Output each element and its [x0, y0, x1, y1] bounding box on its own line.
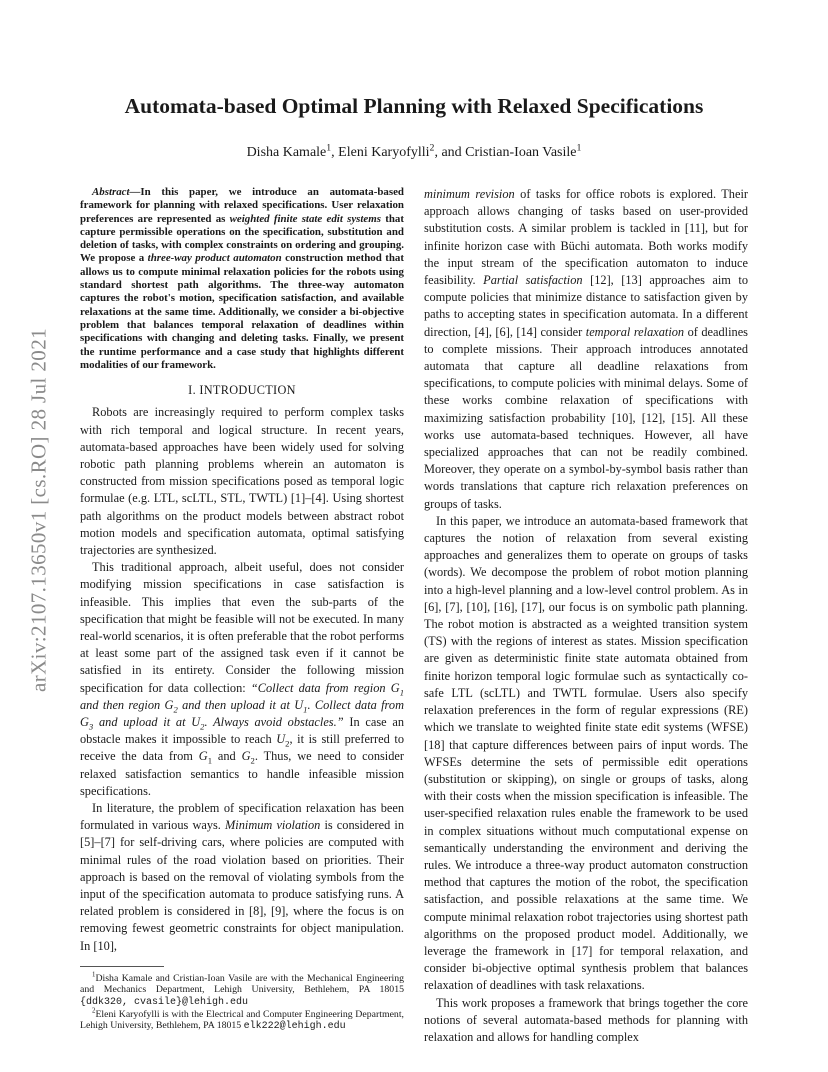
affiliation-mark: 1 — [576, 142, 582, 154]
math-symbol: G — [390, 680, 400, 695]
paper-title: Automata-based Optimal Planning with Relaxed Specifications — [124, 94, 704, 118]
abstract-label: Abstract— — [92, 186, 141, 198]
paragraph-text: , it is still preferred to receive the data from — [80, 732, 405, 764]
footnote-text: Disha Kamale and Cristian-Ioan Vasile are with the Mechanical Engineering and Mechanics Department, Lehigh University, Bethlehem, PA 18015 — [80, 972, 404, 996]
abstract-text: construction method that allows us to compute minimal relaxation policies for the robots using standard shortest path algorithms. The three-way automaton captures the robot's motion, specification satisfaction, and available relaxations at the same time. Additionally, we consider a bi-objective problem that balances temporal relaxation of deadlines within specifications with changing and deleting tasks. Finally, we present the runtime performance and a case study that highlights different modalities of our framework. — [80, 252, 404, 371]
arxiv-sidebar — [14, 300, 64, 720]
paragraph-text: of deadlines to complete missions. Their approach introduces annotated automata that capture all deadline relaxations from specifications, to compute policies with minimal delays. Some of these works combine relaxation of specifications with maximizing satisfaction probability [10], [12], [15]. All these works use automata-based techniques. However, all have specialized approaches that can not be readily combined. Moreover, they operate on a symbol-by-symbol basis rather than words translations that capture rich relaxation preferences on groups of tasks. — [424, 324, 748, 511]
paragraph-text: is considered in [5]–[7] for self-driving cars, where policies are computed with minimal rules of the road violation based on priorities. Their approach is based on the removal of violating symbols from the input of the specification automata to produce satisfying runs. A related problem is considered in [8], [9], where the focus is on removing fewest geometric constraints for object manipulation. In [10], — [80, 818, 404, 953]
paragraph: Robots are increasingly required to perform complex tasks with rich temporal and logical structure. In recent years, automata-based approaches have been widely used for solving robotic path planning problems wherein an automaton is constructed from mission specifications posed as temporal logic formulae (e.g. LTL, scLTL, STL, TWTL) [1]–[4]. Using shortest path algorithms on the product models between abstract robot motion models and specification automata, optimal satisfying trajectories are synthesized. — [80, 405, 404, 557]
author-name: Cristian-Ioan Vasile — [465, 145, 577, 160]
arxiv-identifier: arXiv:2107.13650v1 [cs.RO] 28 Jul 2021 — [26, 327, 51, 693]
paragraph-text: [12], [13] approaches aim to compute policies that minimize distance to satisfaction given by paths to accepting states in specification automata. In a different direction, [4], [6], [14] consider — [424, 273, 749, 339]
emphasis: Partial satisfaction — [483, 273, 583, 288]
math-subscript: 2 — [250, 755, 255, 766]
affiliation-mark: 1 — [326, 142, 332, 154]
math-subscript: 2 — [200, 721, 205, 732]
math-subscript: 2 — [285, 738, 290, 749]
paragraph-text: and — [212, 749, 242, 764]
right-column — [424, 186, 748, 1046]
author-separator: , — [331, 145, 339, 160]
paragraph-text: This traditional approach, albeit useful, does not consider modifying mission specifications in case satisfaction is infeasible. This implies that even the sub-parts of the specification that might be feasible will not be executed. In many real-world scenarios, it is often preferable that the robot performs at least some part of the assigned task even if it cannot be satisfied in its entirety. Consider the following mission specification for data collection: — [80, 560, 404, 695]
math-symbol: U — [276, 732, 286, 747]
affiliation-mark: 2 — [429, 142, 435, 154]
footnote-mark: 1 — [92, 971, 96, 979]
math-symbol: G — [164, 697, 174, 712]
footnote-text: Eleni Karyofylli is with the Electrical and Computer Engineering Department, Lehigh University, Bethlehem, PA 18015 — [80, 1008, 404, 1032]
footnote-divider — [80, 966, 164, 967]
emphasis: Minimum violation — [225, 818, 321, 833]
paragraph-text: In literature, the problem of specification relaxation has been formulated in various ways. — [80, 801, 404, 833]
abstract-emphasis: weighted finite state edit systems — [229, 212, 381, 225]
math-subscript: 3 — [88, 721, 94, 732]
section-heading: I. INTRODUCTION — [188, 383, 296, 398]
quote-text: . Collect data from — [307, 697, 404, 712]
footnote — [80, 1009, 404, 1033]
math-symbol: U — [294, 697, 304, 712]
math-subscript: 1 — [207, 755, 213, 766]
paragraph-text: In case an obstacle makes it impossible to reach — [80, 715, 404, 747]
abstract-text: that capture permissible operations on the specification, substitution and deletion of tasks, with complex constraints on ordering and grouping. We propose a — [80, 212, 404, 265]
math-subscript: 2 — [173, 704, 178, 715]
math-symbol: G — [80, 715, 89, 730]
author-name: Eleni Karyofylli — [338, 145, 430, 160]
abstract-emphasis: three-way product automaton — [147, 252, 282, 265]
paragraph — [80, 559, 404, 800]
left-column — [80, 186, 404, 1033]
math-subscript: 1 — [399, 687, 404, 698]
email-address: elk222@lehigh.edu — [243, 1021, 346, 1033]
quote-text: and then upload it at — [177, 697, 295, 712]
math-symbol: U — [191, 715, 201, 730]
author-list — [0, 142, 828, 161]
math-symbol: G — [198, 749, 208, 764]
quote-text: . Always avoid obstacles.” — [204, 715, 344, 730]
paragraph: This work proposes a framework that brings together the core notions of several automata-based methods for planning with relaxation and allows for handling complex — [424, 995, 748, 1044]
footnote — [80, 973, 404, 1009]
footnote-mark: 2 — [92, 1007, 96, 1015]
emphasis: minimum revision — [424, 187, 515, 201]
quote-text: “Collect data from region — [250, 680, 391, 695]
paragraph: In this paper, we introduce an automata-based framework that captures the notion of relaxation from several existing approaches and generalizes them to operate on groups of tasks (words). We decompose the problem of robot motion planning into a high-level planning and a low-level control problem. As in [6], [7], [10], [16], [17], our focus is on symbolic path planning. The robot motion is abstracted as a weighted transition system (TS) with the regions of interest as states. Mission specification are given as deterministic finite state automata obtained from finite horizon temporal logic formulae such as syntactically co-safe LTL (scLTL) and TWTL formulae. Users also specify relaxation preferences in the form of regular expressions (RE) which we translate to weighted finite state edit systems (WFSE) [18] that capture differences between pairs of input words. The WFSEs determine the sets of permissible edit operations (substitution or skipping), on single or groups of tasks, along with their costs when the mission specification is infeasible. The user-specified relaxation rules enable the framework to be used in complex situations without much computational expense on semantically understanding the environment and deriving the rules. We introduce a three-way product automaton construction method that captures the motion of the robot, the specification satisfaction, and possible relaxations at the same time. We compute minimal relaxation robot trajectories using shortest path algorithms on the proposed product model. Additionally, we leverage the framework in [17] for temporal relaxation, and consider bi-objective optimal synthesis problem that balances relaxation of deadlines with task relaxations. — [424, 513, 748, 993]
math-symbol: G — [241, 749, 251, 764]
emphasis: temporal relaxation — [585, 324, 685, 339]
abstract-text: In this paper, we introduce an automata-based framework for planning with relaxed specifications. User relaxation preferences are represented as — [80, 186, 404, 225]
quote-text: and then region — [80, 697, 165, 712]
quote-text: and upload it at — [93, 715, 192, 730]
paragraph-text: of tasks for office robots is explored. Their approach allows changing of tasks based on user-provided substitution costs. A similar problem is tackled in [11], but for infinite horizon case with Büchi automata. Both works modify the input stream of the specification automaton to induce feasibility. — [424, 187, 749, 288]
author-name: Disha Kamale — [246, 145, 327, 160]
abstract — [80, 186, 404, 372]
math-subscript: 1 — [303, 704, 308, 715]
paragraph — [424, 186, 748, 513]
author-separator: , and — [434, 145, 466, 160]
paragraph — [80, 800, 404, 955]
email-address: {ddk320, cvasile}@lehigh.edu — [80, 997, 249, 1009]
paragraph-text: . Thus, we need to consider relaxed satisfaction semantics to handle infeasible mission specifications. — [80, 749, 404, 798]
